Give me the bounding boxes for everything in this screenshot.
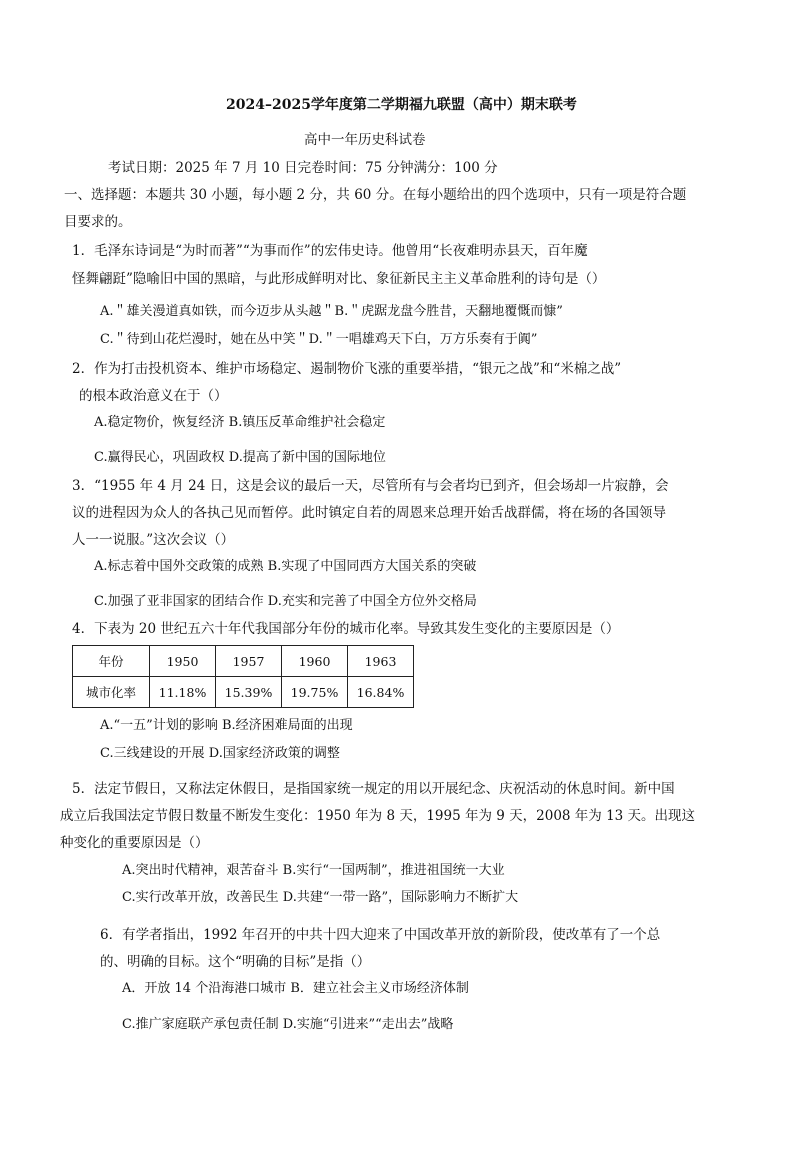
section-instruction-cont: 目要求的。: [64, 214, 132, 230]
question-5-options-cd: C.实行改革开放，改善民生 D.共建“一带一路”，国际影响力不断扩大: [122, 890, 519, 905]
question-1-options-ab: A.＂雄关漫道真如铁，而今迈步从头越＂B.＂虎踞龙盘今胜昔，天翻地覆慨而慷”: [100, 304, 563, 319]
question-1-line-1: 1．毛泽东诗词是“为时而著”“为事而作”的宏伟史诗。他曾用“长夜难明赤县天，百年魔: [72, 243, 588, 259]
table-row: [73, 677, 414, 708]
question-4-options-ab: A.“一五”计划的影响 B.经济困难局面的出现: [100, 718, 353, 733]
question-2-options-ab: A.稳定物价，恢复经济 B.镇压反革命维护社会稳定: [94, 415, 386, 430]
question-1-options-cd: C.＂待到山花烂漫时，她在丛中笑＂D.＂一唱雄鸡天下白，万方乐奏有于阗”: [100, 332, 538, 347]
question-5-line-2: 成立后我国法定节假日数量不断发生变化：1950 年为 8 天，1995 年为 9 天，2008 年为 13 天。出现这: [60, 808, 696, 824]
question-2-line-2: 的根本政治意义在于（）: [79, 388, 228, 404]
table-cell: 城市化率: [73, 677, 150, 708]
question-5-options-ab: A.突出时代精神，艰苦奋斗 B.实行“一国两制”，推进祖国统一大业: [122, 863, 505, 878]
question-2-options-cd: C.赢得民心，巩固政权 D.提高了新中国的国际地位: [94, 450, 386, 465]
question-3-line-2: 议的进程因为众人的各执己见而暂停。此时镇定自若的周恩来总理开始舌战群儒，将在场的各国领导: [72, 505, 666, 521]
table-cell: 19.75%: [282, 677, 348, 708]
table-header-cell: 1963: [348, 646, 414, 677]
question-4-line-1: 4．下表为 20 世纪五六十年代我国部分年份的城市化率。导致其发生变化的主要原因是（）: [72, 621, 620, 637]
question-3-options-ab: A.标志着中国外交政策的成熟 B.实现了中国同西方大国关系的突破: [94, 559, 477, 574]
table-cell: 16.84%: [348, 677, 414, 708]
question-6-line-1: 6．有学者指出，1992 年召开的中共十四大迎来了中国改革开放的新阶段，使改革有了一个总: [100, 927, 661, 943]
table-cell: 11.18%: [150, 677, 216, 708]
exam-title: 2024–2025学年度第二学期福九联盟（高中）期末联考: [226, 97, 577, 113]
table-header-cell: 1960: [282, 646, 348, 677]
table-header-cell: 年份: [73, 646, 150, 677]
urbanization-table: [72, 645, 414, 708]
question-5-line-1: 5．法定节假日，又称法定休假日，是指国家统一规定的用以开展纪念、庆祝活动的休息时间。新中国: [72, 781, 675, 797]
section-instruction: 一、选择题：本题共 30 小题，每小题 2 分，共 60 分。在每小题给出的四个选项中，只有一项是符合题: [64, 187, 687, 203]
question-6-options-cd: C.推广家庭联产承包责任制 D.实施“引进来”“走出去”战略: [122, 1017, 454, 1032]
exam-info: 考试日期：2025 年 7 月 10 日完卷时间：75 分钟满分：100 分: [108, 160, 498, 176]
question-2-line-1: 2．作为打击投机资本、维护市场稳定、遏制物价飞涨的重要举措，“银元之战”和“米棉之战”: [72, 361, 622, 377]
table-header-cell: 1950: [150, 646, 216, 677]
question-1-line-2: 怪舞翩跹”隐喻旧中国的黑暗，与此形成鲜明对比、象征新民主主义革命胜利的诗句是（）: [72, 271, 606, 287]
exam-subtitle: 高中一年历史科试卷: [304, 132, 426, 148]
table-row: [73, 646, 414, 677]
question-6-line-2: 的、明确的目标。这个“明确的目标”是指（）: [100, 954, 371, 970]
table-header-cell: 1957: [216, 646, 282, 677]
question-3-line-3: 人一一说服。”这次会议（）: [72, 532, 235, 548]
question-3-line-1: 3．“1955 年 4 月 24 日，这是会议的最后一天，尽管所有与会者均已到齐，但会场却一片寂静，会: [72, 478, 669, 494]
question-6-options-ab: A．开放 14 个沿海港口城市 B．建立社会主义市场经济体制: [122, 981, 469, 996]
table-cell: 15.39%: [216, 677, 282, 708]
question-3-options-cd: C.加强了亚非国家的团结合作 D.充实和完善了中国全方位外交格局: [94, 594, 477, 609]
question-5-line-3: 种变化的重要原因是（）: [60, 835, 209, 851]
question-4-options-cd: C.三线建设的开展 D.国家经济政策的调整: [100, 746, 340, 761]
